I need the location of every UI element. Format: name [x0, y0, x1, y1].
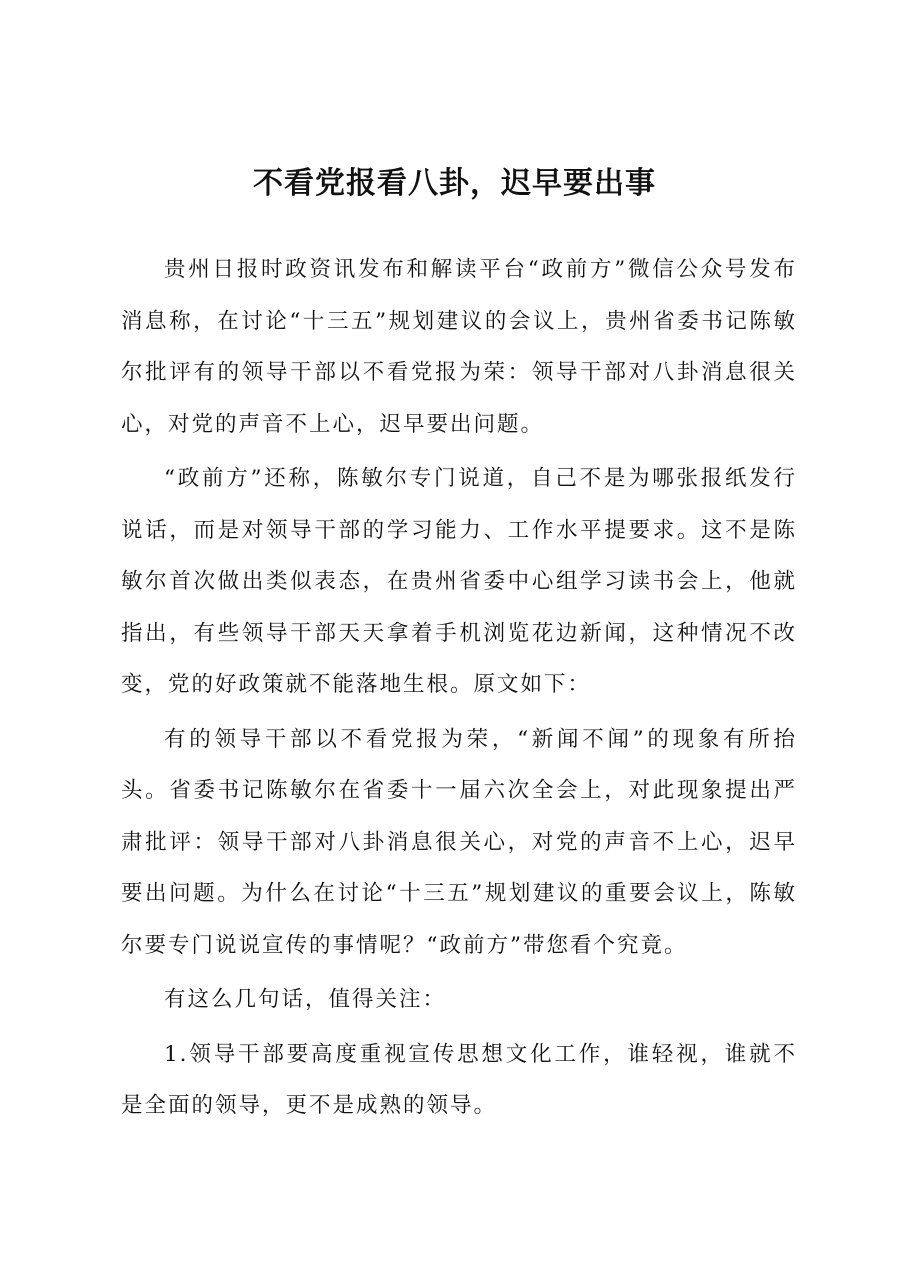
paragraph-4: 有这么几句话，值得关注： — [164, 987, 447, 1012]
document-body — [121, 244, 797, 1135]
document-title: 不看党报看八卦，迟早要出事 — [253, 166, 656, 201]
paragraph-5: 1.领导干部要高度重视宣传思想文化工作，谁轻视，谁就不是全面的领导，更不是成熟的领导。 — [121, 1041, 797, 1118]
paragraph-1: 贵州日报时政资讯发布和解读平台“政前方”微信公众号发布消息称，在讨论“十三五”规划建议的会议上，贵州省委书记陈敏尔批评有的领导干部以不看党报为荣：领导干部对八卦消息很关心，对党的声音不上心，迟早要出问题。 — [121, 257, 797, 437]
paragraph-3: 有的领导干部以不看党报为荣，“新闻不闻”的现象有所抬头。省委书记陈敏尔在省委十一届六次全会上，对此现象提出严肃批评：领导干部对八卦消息很关心，对党的声音不上心，迟早要出问题。为什么在讨论“十三五”规划建议的重要会议上，陈敏尔要专门说说宣传的事情呢？“政前方”带您看个究竟。 — [121, 726, 797, 958]
paragraph-2: “政前方”还称，陈敏尔专门说道，自己不是为哪张报纸发行说话，而是对领导干部的学习能力、工作水平提要求。这不是陈敏尔首次做出类似表态，在贵州省委中心组学习读书会上，他就指出，有些领导干部天天拿着手机浏览花边新闻，这种情况不改变，党的好政策就不能落地生根。原文如下： — [121, 466, 797, 697]
